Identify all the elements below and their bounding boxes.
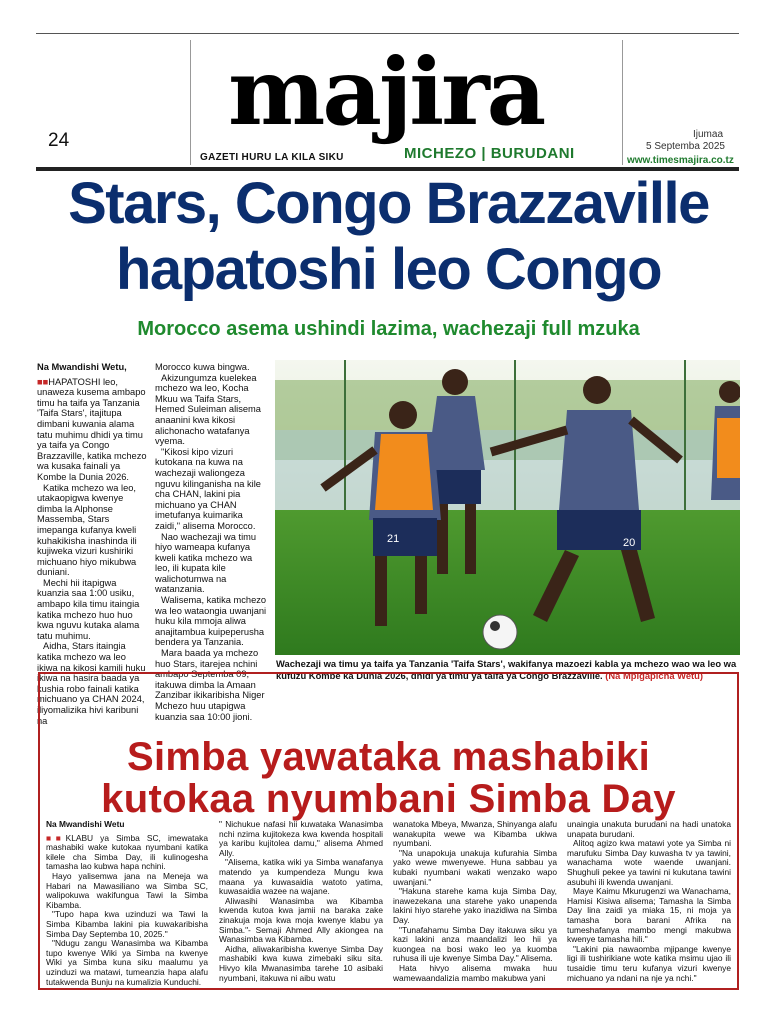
paragraph: "Na unapokuja unakuja kufurahia Simba yako wewe mwenyewe. Huna sabbau ya kubaki nyumbani wakati wenzako wapo uwanjani."	[393, 847, 557, 887]
paragraph: "Ndugu zangu Wanasimba wa Kibamba tupo kwenye Wiki ya Simba na kwenye Wiki ya Simba kuna siku maalumu ya uzinduzi wa matawi, tumeanzia hapa alafu tutakwenda Bunju na kumalizia Kunduchi.	[46, 938, 208, 987]
paragraph: "Alisema, katika wiki ya Simba wanafanya matendo ya kumpendeza Mungu kwa maana ya kuwasaidia watoto yatima, kuwasaidia wazee na wajane.	[219, 857, 383, 897]
lead-headline-line2: hapatoshi leo Congo	[115, 237, 662, 302]
paragraph: Katika mchezo wa leo, utakaopigwa kwenye dimba la Alphonse Massemba, Stars imepanga kufanya kweli kuhakikisha inashinda ili kujiweka vizuri kushiriki michuano hiyo mikubwa duniani.	[37, 482, 137, 578]
masthead-divider-left	[190, 40, 191, 165]
lead-photo	[275, 360, 740, 655]
top-rule	[36, 33, 739, 34]
paragraph: "Kikosi kipo vizuri kutokana na kuwa na wachezaji waliongeza nguvu kilinganisha na kile cha CHAN, lakini pia michuano ya CHAN imetufanya kuimarika zaidi," alisema Morocco.	[155, 446, 261, 531]
paragraph: Aliwasihi Wanasimba wa Kibamba kwenda kutoa kwa jamii na baraka zake zinakuja moja kwa moja kwenye klabu ya Simba."- Semaji Ahmed Ally akiongea na Wanasimba wa Kibamba.	[219, 895, 383, 945]
lead-column-2	[155, 362, 268, 722]
paragraph: Aidha, aliwakaribisha kwenye Simba Day mashabiki kwa kuwa zimebaki siku sita. Hivyo kila Mwanasimba tarehe 10 asibaki nyumbani, itakuwa ni aibu watu	[219, 943, 383, 983]
bullet-mark: ■■	[46, 832, 66, 843]
paragraph: Alitoq agizo kwa matawi yote ya Simba ni marufuku Simba Day kuwasha tv ya tawini, wanachama wote waende uwanjani. Shughuli pekee ya tawini ni kukutana tawini asubuhi ili kwenda uwanjani.	[567, 838, 731, 887]
paragraph: wanatoka Mbeya, Mwanza, Shinyanga alafu wanakupita wewe wa Kibamba ukiwa nyumbani.	[393, 819, 557, 849]
paragraph: Walisema, katika mchezo wa leo wataongia uwanjani huku kila mmoja aliwa anajitambua kuipeperusha bendera ya Tanzania.	[155, 595, 267, 648]
second-column-3	[393, 820, 557, 983]
masthead-tagline: GAZETI HURU LA KILA SIKU	[200, 152, 344, 163]
football	[483, 615, 517, 649]
paragraph: Akizungumza kuelekea mchezo wa leo, Kocha Mkuu wa Taifa Stars, Hemed Suleiman alisema anaanini kwa kikosi alichonacho watafanya vyema.	[155, 372, 261, 447]
second-byline: Na Mwandishi Wetu	[46, 819, 125, 829]
paragraph: "Tupo hapa kwa uzinduzi wa Tawi la Simba Kibamba lakini pia kuwakaribisha Simba Day Septemba 10, 2025."	[46, 909, 208, 939]
paragraph: HAPATOSHI leo, unaweza kusema ambapo timu ha taifa ya Tanzania 'Taifa Stars', itajitupa dimbani kuwania alama tatu muhimu dhidi ya timu ya taifa ya Congo Brazzaville, katika mchezo wa kusaka fainali ya Kombe la Dunia 2026.	[37, 376, 147, 482]
paragraph: Maye Kaimu Mkurugenzi wa Wanachama, Hamisi Kisiwa alisema; Tamasha la Simba Day lina zaidi ya miaka 15, ni moja ya tamasha bora barani Afrika na tumeshafanya mambo mengi makubwa kwenye tamasha hili."	[567, 886, 731, 945]
paragraph: "Tunafahamu Simba Day itakuwa siku ya kazi lakini anza maandalizi leo hii ya kuongea na bosi wako leo ya kuomba ruhusa ili uje kwenye Simba Day." Alisema.	[393, 924, 557, 964]
paragraph: Hata hivyo alisema mwaka huu wamewaandalizia mambo makubwa yani	[393, 962, 557, 983]
lead-headline-line1: Stars, Congo Brazzaville	[68, 171, 709, 236]
masthead-logo: majira	[228, 38, 544, 146]
paragraph: " Nichukue nafasi hii kuwataka Wanasimba nchi nzima kujitokeza kwa kwenda hospitali ya karibu kujitolea damu," alisema Ahmed Ally.	[219, 819, 383, 858]
paragraph: Morocco kuwa bingwa.	[155, 362, 250, 372]
paragraph: Aidha, Stars itaingia katika mchezo wa leo ikiwa na kikosi kamili huku ikiwa na hasira baada ya kushia robo fainali katika michuano ya CHAN 2024, iliyomalizika hivi karibuni na	[37, 641, 146, 726]
website-url[interactable]: www.timesmajira.co.tz	[627, 155, 734, 166]
jersey-number: 21	[387, 533, 400, 545]
second-column-4	[567, 820, 731, 983]
football-patch	[490, 621, 500, 631]
lead-byline: Na Mwandishi Wetu,	[37, 362, 127, 372]
second-column-2	[219, 820, 383, 983]
paragraph: Mechi hii itapigwa kuanzia saa 1:00 usiku, ambapo kila timu itaingia katika mchezo huo huo kwa nguvu kutaka alama tatu muhimu.	[37, 577, 140, 641]
lead-subhead: Morocco asema ushindi lazima, wachezaji full mzuka	[137, 318, 640, 340]
photo-credit: (Na Mpigapicha Wetu)	[605, 670, 704, 681]
training-photo-illustration	[275, 360, 740, 655]
paragraph: "Hakuna starehe kama kuja Simba Day, inawezekana una starehe yako unapenda lakini hiyo starehe yako inazidiwa na Simba Day.	[393, 886, 557, 925]
masthead-divider-right	[622, 40, 623, 165]
paragraph: "Lakini pia nawaomba mjipange kwenye ligi ili tushirikiane wote katika msimu ujao ili tusaidie timu teru kufanya vizuri kwenye michuano ya ndani na nje ya nchi."	[567, 943, 731, 983]
issue-date: 5 Septemba 2025	[646, 141, 725, 152]
paragraph: Mara baada ya mchezo huo Stars, itarejea nchini ambapo Septemba 09, itakuwa dimba la Amaan Zanzibar ikikaribisha Niger Mchezo huu utapigwa kuanzia saa 10:00 jioni.	[155, 648, 265, 722]
paragraph: Nao wachezaji wa timu hiyo wameapa kufanya kweli katika mchezo wa leo, ili kupata kile walichotumwa na watanzania.	[155, 531, 257, 595]
bullet-mark: ■■	[37, 376, 49, 387]
jersey-number: 20	[623, 537, 636, 549]
issue-day: Ijumaa	[693, 129, 724, 140]
paragraph: Hayo yalisemwa jana na Meneja wa Habari na Mawasiliano wa Simba SC, walipokuwa wakifungua Tawi la Simba Kibamba.	[46, 870, 208, 910]
page-number: 24	[48, 130, 70, 151]
paragraph: unaingia unakuta burudani na hadi unatoka unapata burudani.	[567, 819, 731, 839]
second-headline-line1: Simba yawataka mashabiki	[126, 735, 651, 779]
paragraph: KLABU ya Simba SC, imewataka mashabiki wake kutokaa nyumbani katika kilele cha Simba Day, ili kulinogesha tamasha lao kubwa hapa nchini.	[46, 832, 208, 872]
section-label: MICHEZO | BURUDANI	[404, 145, 575, 162]
second-column-1	[46, 820, 208, 987]
caption-text: Wachezaji wa timu ya taifa ya Tanzania 'Taifa Stars', wakifanya mazoezi kabla ya mchezo wao wa leo wa kufuzu Kombe ka Dunia 2026, dhidi ya timu ya taifa ya Congo Brazzaville.	[276, 658, 737, 681]
second-headline-line2: kutokaa nyumbani Simba Day	[101, 777, 676, 821]
